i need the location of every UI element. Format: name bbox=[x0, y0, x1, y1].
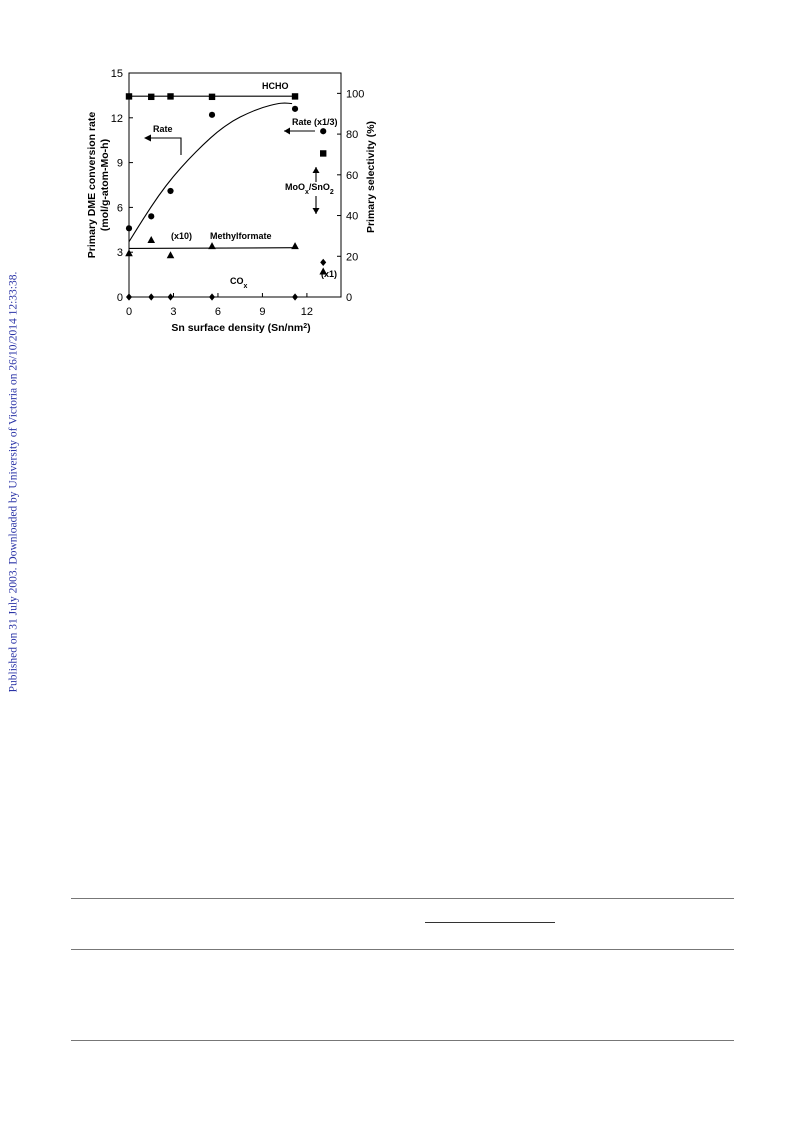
point-rate bbox=[126, 225, 132, 231]
y-right-tick-label: 60 bbox=[346, 169, 359, 182]
point-hcho bbox=[320, 150, 326, 156]
point-cox bbox=[292, 293, 298, 300]
point-cox bbox=[209, 293, 215, 300]
y-left-tick-label: 6 bbox=[116, 202, 123, 215]
label-cox: $CO_x$ bbox=[230, 276, 248, 290]
moox-up-arrow-head bbox=[313, 167, 320, 173]
point-methylformate bbox=[291, 242, 299, 249]
y-right-tick-label: 20 bbox=[346, 251, 359, 264]
x-tick-label: 6 bbox=[214, 306, 222, 318]
y-right-tick-label: 40 bbox=[346, 210, 359, 223]
point-cox bbox=[320, 259, 326, 266]
y-right-axis-title: Primary selectivity (%) bbox=[365, 120, 377, 234]
point-rate bbox=[292, 106, 298, 112]
y-left-tick-label: 3 bbox=[116, 247, 123, 260]
label-methylformate: Methylformate bbox=[210, 231, 272, 241]
x-axis-title: Sn surface density $(Sn/nm^2)$ bbox=[171, 322, 311, 334]
point-cox bbox=[168, 293, 174, 300]
point-rate bbox=[167, 188, 173, 194]
y-left-tick-label: 0 bbox=[116, 292, 123, 304]
label-moox-sno2: MoO$_x$/SnO$_2$ bbox=[285, 182, 334, 196]
point-hcho bbox=[148, 94, 154, 100]
x-tick-label: 9 bbox=[259, 306, 266, 318]
point-hcho bbox=[209, 94, 215, 100]
chart-axes bbox=[86, 68, 377, 334]
point-rate bbox=[320, 128, 326, 134]
x-tick-label: 3 bbox=[170, 306, 177, 318]
y-left-tick-label: 12 bbox=[110, 112, 123, 125]
y-right-tick-label: 0 bbox=[346, 292, 353, 304]
point-hcho bbox=[292, 93, 298, 99]
point-methylformate bbox=[208, 242, 216, 249]
moox-down-arrow-head bbox=[313, 208, 320, 214]
point-methylformate bbox=[125, 249, 133, 256]
rate-x13-arrow-head bbox=[284, 128, 290, 135]
table-header-rule bbox=[71, 949, 734, 950]
point-hcho bbox=[126, 93, 132, 99]
y-left-tick-label: 9 bbox=[116, 157, 123, 170]
table-top-rule bbox=[71, 898, 734, 899]
download-note-text: Published on 31 July 2003. Downloaded by University of Victoria on 26/10/2014 12:33:38. bbox=[7, 271, 19, 693]
point-cox bbox=[148, 293, 154, 300]
label-rate: Rate bbox=[153, 124, 173, 134]
rate-arrow-head bbox=[144, 135, 151, 142]
point-cox bbox=[126, 293, 132, 300]
x-tick-label: 12 bbox=[300, 306, 314, 318]
y-left-axis-title-line2: (mol/g-atom-Mo-h) bbox=[99, 138, 111, 232]
y-right-tick-label: 100 bbox=[346, 88, 365, 101]
y-left-tick-label: 15 bbox=[110, 68, 123, 80]
table-bottom-rule bbox=[71, 1040, 734, 1041]
label-hcho: HCHO bbox=[262, 81, 289, 91]
table-header-underline bbox=[425, 922, 555, 923]
point-methylformate bbox=[167, 251, 175, 258]
label-x10: (x10) bbox=[171, 231, 193, 241]
y-right-tick-label: 80 bbox=[346, 129, 359, 142]
label-rate-x1-3: Rate (x1/3) bbox=[292, 117, 338, 127]
label-x1: (x1) bbox=[321, 269, 338, 279]
rate-arrow-shaft bbox=[150, 138, 181, 155]
y-left-axis-title-line1: Primary DME conversion rate bbox=[86, 111, 98, 259]
point-hcho bbox=[167, 93, 173, 99]
x-tick-label: 0 bbox=[125, 306, 133, 318]
point-methylformate bbox=[147, 236, 155, 243]
point-rate bbox=[209, 112, 215, 118]
dme-rate-selectivity-chart bbox=[0, 0, 797, 360]
point-rate bbox=[148, 213, 154, 219]
